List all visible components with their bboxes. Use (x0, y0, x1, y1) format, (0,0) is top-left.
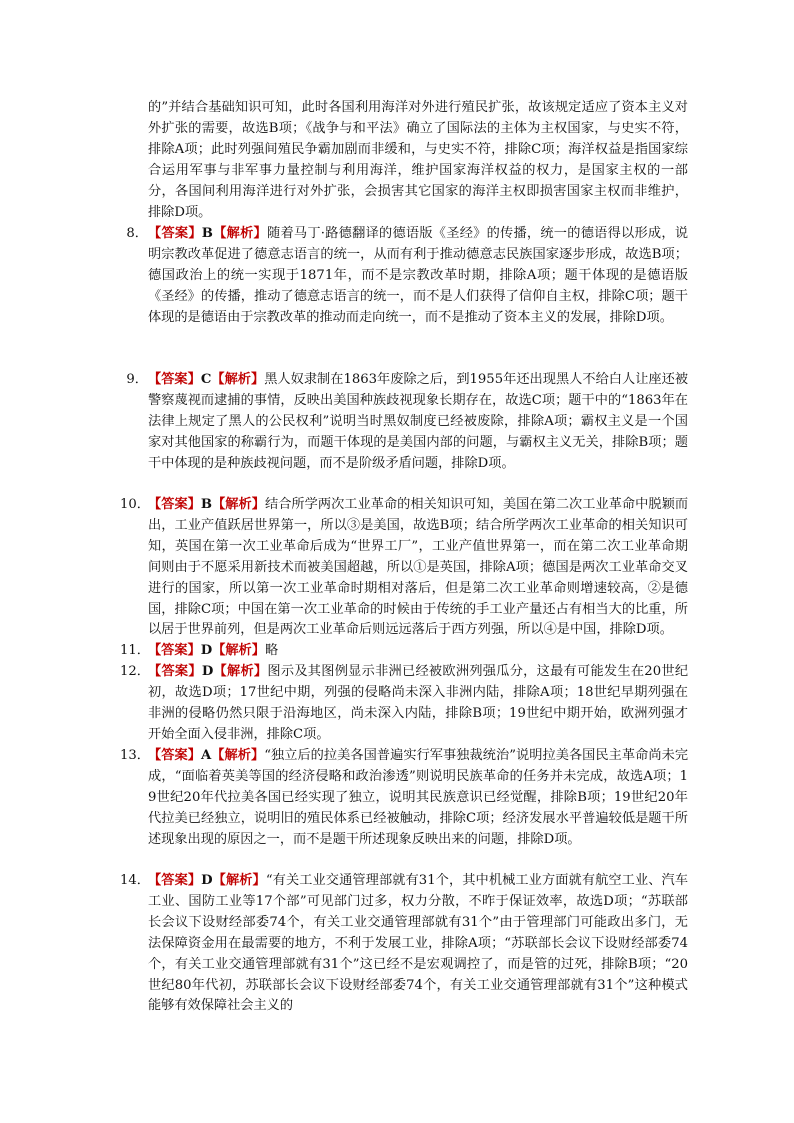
answer-choice: D (201, 873, 213, 888)
item-number: 12． (120, 664, 150, 679)
continuation-paragraph: 的”并结合基础知识可知，此时各国利用海洋对外进行殖民扩张，故该规定适应了资本主义对外扩张的需要，故选B项；《战争与和平法》确立了国际法的主体为主权国家，与史实不符，排除A项；此时列强间殖民争霸加剧而非缓和，与史实不符，排除C项；海洋权益是指国家综合运用军事与非军事力量控制与利用海洋，维护国家海洋权益的权力，是国家主权的一部分，各国间利用海洋进行对外扩张，会损害其它国家的海洋主权即损害国家主权而非维护，排除D项。 (148, 100, 688, 220)
answer-tag: 【答案】 (148, 226, 202, 241)
item-body (148, 746, 688, 851)
answer-tag: 【答案】 (148, 497, 201, 512)
analysis-text: 随着马丁·路德翻译的德语版《圣经》的传播，统一的德语得以形成，说明宗教改革促进了德意志语言的统一，从而有利于推动德意志民族国家逐步形成，故选B项；德国政治上的统一实现于1871年，而不是宗教改革时期，排除A项；题干体现的是德语版《圣经》的传播，推动了德意志语言的统一，而不是人们获得了信仰自主权，排除C项；题干体现的是德语由于宗教改革的推动而走向统一，而不是推动了资本主义的发展，排除D项。 (148, 226, 689, 325)
answer-tag: 【答案】 (148, 643, 201, 658)
item-number: 11． (120, 643, 150, 658)
item-body (148, 871, 688, 1017)
analysis-text: “有关工业交通管理部就有31个，其中机械工业方面就有航空工业、汽车工业、国防工业等17个部”可见部门过多，权力分散，不昨于保证效率，故选D项；“苏联部长会议下设财经部委74个，有关工业交通管理部就有31个”由于管理部门可能政出多门，无法保障资金用在最需要的地方，不利于发展工业，排除A项；“苏联部长会议下设财经部委74个，有关工业交通管理部就有31个”这已经不是宏观调控了，而是管的过死，排除B项；“20世纪80年代初，苏联部长会议下设财经部委74个，有关工业交通管理部就有31个”这种模式能够有效保障社会主义的 (148, 873, 689, 1014)
item-number: 9． (126, 372, 148, 387)
analysis-text: “独立后的拉美各国普遍实行军事独裁统治”说明拉美各国民主革命尚未完成，“面临着英美等国的经济侵略和政治渗透”则说明民族革命的任务并未完成，故选A项；19世纪20年代拉美各国已经实现了独立，说明其民族意识已经觉醒，排除B项；19世纪20年代拉美已经独立，说明旧的殖民体系已经被触动，排除C项；经济发展水平普遍较低是题干所述现象出现的原因之一，而不是题干所述现象反映出来的问题，排除D项。 (148, 748, 689, 847)
item-body (148, 641, 688, 662)
answer-choice: A (200, 748, 212, 763)
analysis-tag: 【解析】 (212, 226, 267, 241)
analysis-tag: 【解析】 (212, 643, 265, 658)
item-body (148, 224, 688, 329)
answer-choice: B (200, 497, 213, 512)
item-number: 13． (120, 748, 150, 763)
answer-choice: C (200, 372, 212, 387)
answer-tag: 【答案】 (148, 873, 202, 888)
item-number: 14． (120, 873, 150, 888)
analysis-tag: 【解析】 (211, 372, 265, 387)
analysis-tag: 【解析】 (211, 748, 265, 763)
analysis-tag: 【解析】 (212, 497, 265, 512)
answer-choice: D (201, 664, 214, 679)
analysis-tag: 【解析】 (212, 873, 266, 888)
item-body (148, 370, 688, 475)
answer-tag: 【答案】 (148, 748, 201, 763)
analysis-tag: 【解析】 (213, 664, 268, 679)
item-body (148, 495, 688, 641)
answer-tag: 【答案】 (148, 372, 201, 387)
answer-tag: 【答案】 (148, 664, 202, 679)
item-number: 8． (126, 226, 148, 241)
answer-choice: B (201, 226, 213, 241)
item-number: 10． (120, 497, 150, 512)
analysis-text: 图示及其图例显示非洲已经被欧洲列强瓜分，这最有可能发生在20世纪初，故选D项；17世纪中期，列强的侵略尚未深入非洲内陆，排除A项；18世纪早期列强在非洲的侵略仍然只限于沿海地区，尚未深入内陆，排除B项；19世纪中期开始，欧洲列强才开始全面入侵非洲，排除C项。 (148, 664, 689, 742)
item-body (148, 662, 688, 746)
answer-choice: D (200, 643, 213, 658)
analysis-text: 结合所学两次工业革命的相关知识可知，美国在第二次工业革命中脱颖而出，工业产值跃居世界第一，所以③是美国，故选B项；结合所学两次工业革命的相关知识可知，英国在第一次工业革命后成为“世界工厂”，工业产值世界第一，而在第二次工业革命期间则由于不愿采用新技术而被美国超越，所以①是英国，排除A项；德国是两次工业革命交叉进行的国家，所以第一次工业革命时期相对落后，但是第二次工业革命则增速较高，②是德国，排除C项；中国在第一次工业革命的时候由于传统的手工业产量还占有相当大的比重，所以居于世界前列，但是两次工业革命后则远远落后于西方列强，所以④是中国，排除D项。 (148, 497, 689, 638)
analysis-text: 略 (264, 643, 279, 658)
analysis-text: 黑人奴隶制在1863年废除之后，到1955年还出现黑人不给白人让座还被警察蔑视而逮捕的事情，反映出美国种族歧视现象长期存在，故选C项；题干中的“1863年在法律上规定了黑人的公民权利”说明当时黑奴制度已经被废除，排除A项；霸权主义是一个国家对其他国家的称霸行为，而题干体现的是美国内部的问题，与霸权主义无关，排除B项；题干中体现的是种族歧视问题，而不是阶级矛盾问题，排除D项。 (148, 372, 689, 471)
